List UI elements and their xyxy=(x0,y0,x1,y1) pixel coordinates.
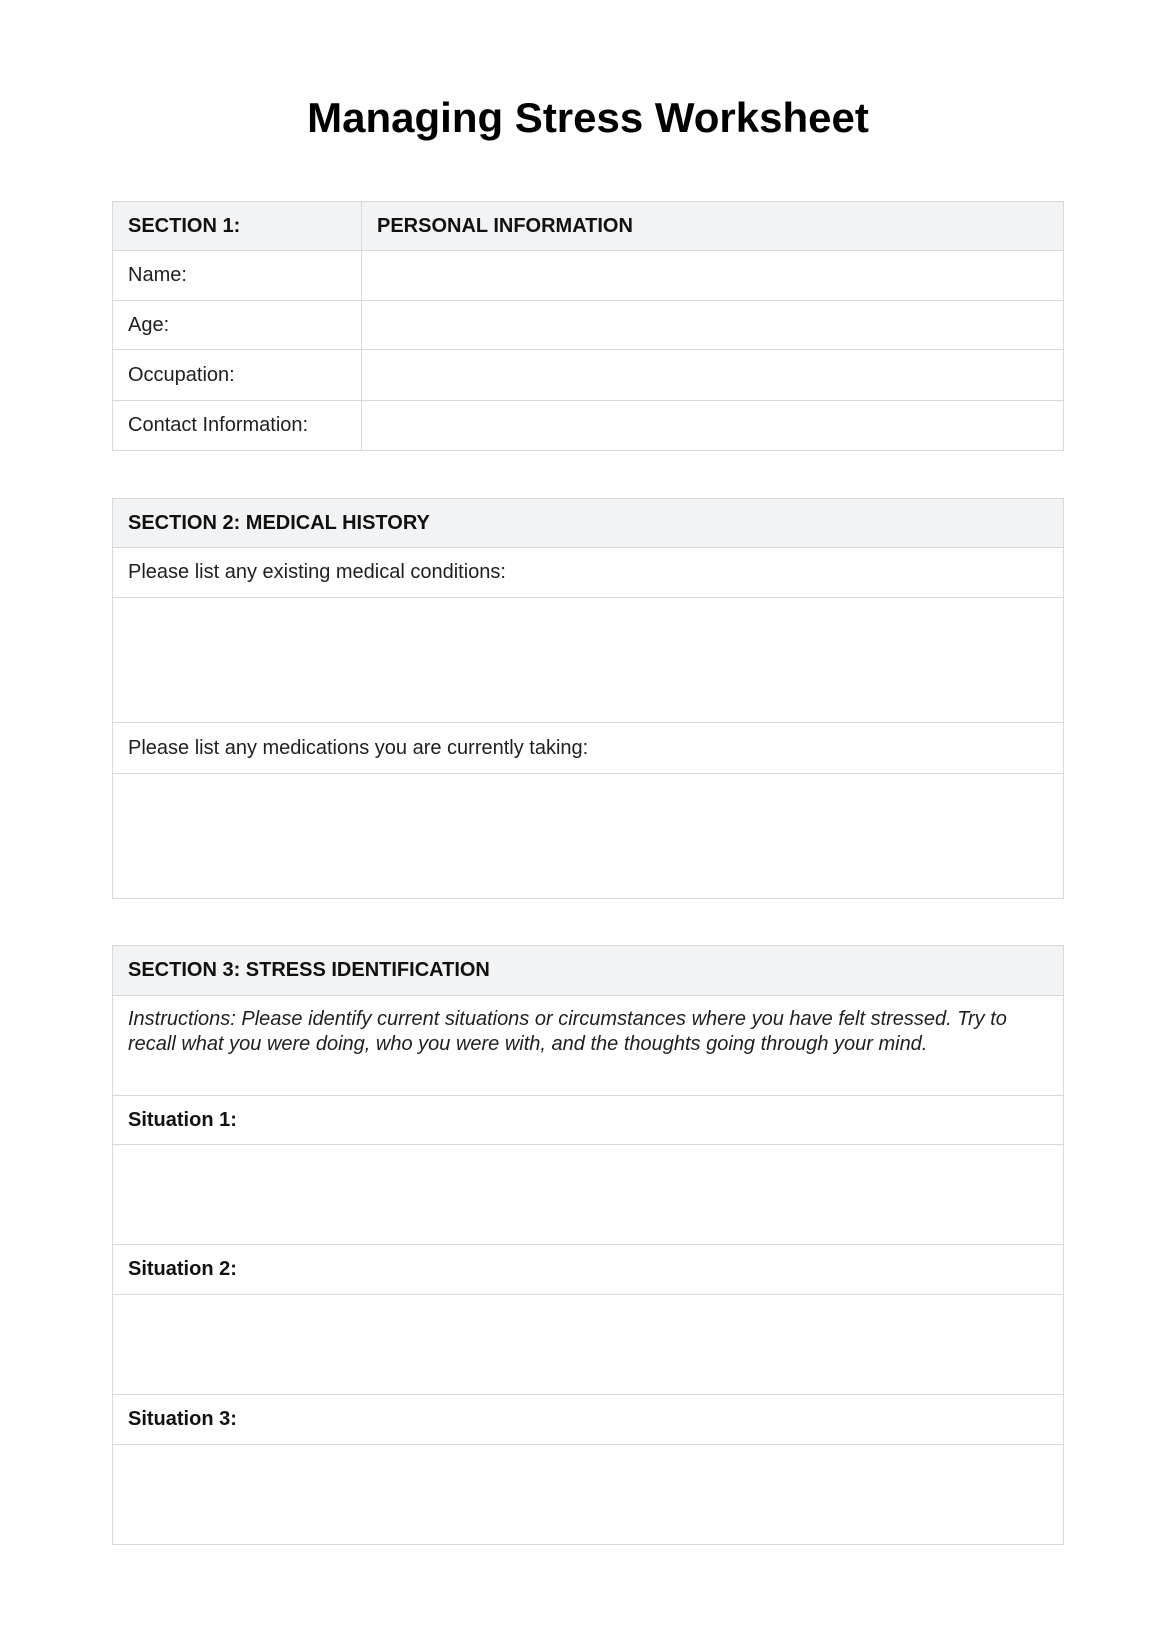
age-field[interactable] xyxy=(362,301,1063,349)
medications-label: Please list any medications you are currently taking: xyxy=(128,736,589,759)
situation-1-answer-row xyxy=(113,1145,1063,1245)
situation-2-label: Situation 2: xyxy=(128,1258,237,1280)
field-row-name xyxy=(113,251,1063,301)
medications-answer-row xyxy=(113,774,1063,898)
contact-information-field[interactable] xyxy=(362,401,1063,450)
instructions-text: Instructions: Please identify current situations or circumstances where you have felt stressed. Try to recall what you were doing, who you were with, and the thoughts going through your mind. xyxy=(128,1008,1007,1055)
age-label: Age: xyxy=(113,301,362,349)
instructions-row xyxy=(113,996,1063,1096)
medications-prompt-row xyxy=(113,723,1063,774)
section-3-stress-identification xyxy=(112,945,1064,1545)
situation-3-answer-row xyxy=(113,1445,1063,1544)
situation-1-label: Situation 1: xyxy=(128,1108,237,1131)
section-1-label: SECTION 1: xyxy=(113,202,362,250)
section-2-medical-history xyxy=(112,498,1064,899)
medical-conditions-label: Please list any existing medical conditions: xyxy=(128,561,506,583)
page-title: Managing Stress Worksheet xyxy=(307,94,869,141)
situation-1-label-row xyxy=(113,1096,1063,1145)
section-2-heading: SECTION 2: MEDICAL HISTORY xyxy=(128,511,430,534)
occupation-field[interactable] xyxy=(362,350,1063,400)
name-label: Name: xyxy=(113,251,362,300)
contact-information-label: Contact Information: xyxy=(113,401,362,450)
medical-conditions-prompt-row xyxy=(113,548,1063,598)
situation-3-field[interactable] xyxy=(113,1445,1063,1544)
section-1-personal-information xyxy=(112,201,1064,451)
medications-field[interactable] xyxy=(113,774,1063,898)
situation-2-answer-row xyxy=(113,1295,1063,1395)
section-3-header xyxy=(113,946,1063,996)
section-2-header xyxy=(113,499,1063,548)
situation-3-label-row xyxy=(113,1395,1063,1445)
section-3-heading: SECTION 3: STRESS IDENTIFICATION xyxy=(128,959,490,981)
field-row-contact xyxy=(113,401,1063,450)
field-row-occupation xyxy=(113,350,1063,401)
medical-conditions-answer-row xyxy=(113,598,1063,723)
situation-3-label: Situation 3: xyxy=(128,1408,237,1430)
situation-1-field[interactable] xyxy=(113,1145,1063,1244)
section-1-heading: PERSONAL INFORMATION xyxy=(377,214,633,237)
name-field[interactable] xyxy=(362,251,1063,300)
situation-2-field[interactable] xyxy=(113,1295,1063,1394)
occupation-label: Occupation: xyxy=(113,350,362,400)
situation-2-label-row xyxy=(113,1245,1063,1295)
field-row-age xyxy=(113,301,1063,350)
medical-conditions-field[interactable] xyxy=(113,598,1063,722)
section-1-header xyxy=(113,202,1063,251)
